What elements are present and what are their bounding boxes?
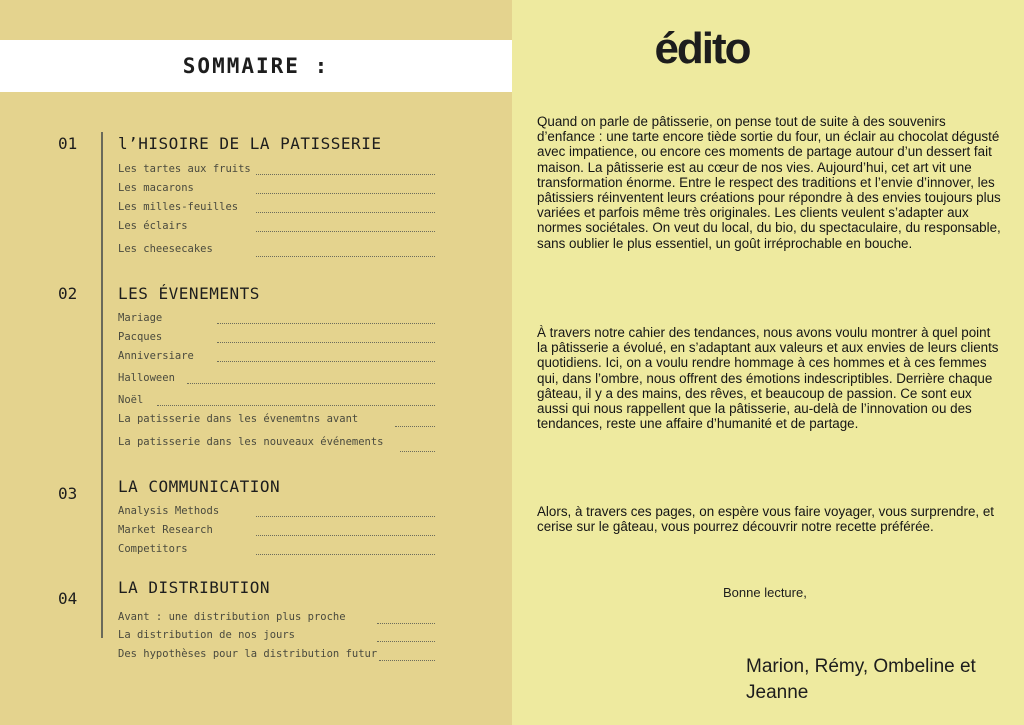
leader-dots: [256, 231, 435, 232]
toc-item[interactable]: La distribution de nos jours: [118, 629, 296, 641]
section-number: 04: [58, 589, 78, 608]
toc-item[interactable]: Pacques: [118, 331, 163, 343]
leader-dots: [400, 451, 435, 452]
leader-dots: [187, 383, 435, 384]
toc-item[interactable]: Halloween: [118, 372, 175, 384]
section-number: 02: [58, 284, 78, 303]
leader-dots: [217, 342, 435, 343]
leader-dots: [379, 660, 435, 661]
leader-dots: [377, 641, 435, 642]
closing-text: Bonne lecture,: [723, 585, 807, 600]
edito-title: édito: [654, 24, 750, 73]
leader-dots: [217, 323, 435, 324]
toc-item[interactable]: Analysis Methods: [118, 505, 220, 517]
leader-dots: [256, 535, 435, 536]
leader-dots: [256, 554, 435, 555]
toc-item[interactable]: Noël: [118, 394, 144, 406]
signature: Marion, Rémy, Ombeline et Jeanne: [746, 656, 976, 703]
toc-item[interactable]: Les éclairs: [118, 220, 188, 232]
leader-dots: [157, 405, 435, 406]
leader-dots: [256, 174, 435, 175]
toc-item[interactable]: Competitors: [118, 543, 188, 555]
toc-item[interactable]: Mariage: [118, 312, 163, 324]
leader-dots: [395, 426, 435, 427]
section-title[interactable]: LA DISTRIBUTION: [118, 578, 270, 597]
toc-item[interactable]: Les cheesecakes: [118, 243, 213, 255]
vertical-divider: [101, 132, 103, 638]
toc-item[interactable]: Les macarons: [118, 182, 194, 194]
leader-dots: [256, 256, 435, 257]
sommaire-title: SOMMAIRE :: [182, 54, 330, 78]
edito-paragraph-2: À travers notre cahier des tendances, nous avons voulu montrer à quel point la pâtisserie a évolué, en s’adaptant aux valeurs et aux envies de leurs clients quotidiens. Ici, on a voulu rendre hommage à ces hommes et à ces femmes qui, dans l’ombre, nous offrent des émotions indescriptibles. Derrière chaque gâteau, il y a des mains, des rêves, et beaucoup de passion. Ce sont eux aussi qui nous rappellent que la pâtisserie, au-delà de l’innovation ou des tendances, reste une affaire d’humanité et de partage.: [537, 325, 999, 432]
toc-item[interactable]: Avant : une distribution plus proche: [118, 611, 346, 623]
edito-paragraph-1: Quand on parle de pâtisserie, on pense tout de suite à des souvenirs d’enfance : une tarte encore tiède sortie du four, un éclair au chocolat dégusté avec impatience, ou encore ces moments de partage autour d’un dessert fait maison. La pâtisserie est au cœur de nos vies. Aujourd’hui, cet art vit une transformation énorme. Entre le respect des traditions et l’envie d’innover, les pâtissiers réinventent leurs créations pour répondre à des envies toujours plus variées et parfois même très originales. Les clients veulent s’adapter aux normes sociétales. On veut du local, du bio, du spectaculaire, du responsable, sans oublier le plus essentiel, un goût irréprochable en bouche.: [537, 114, 1001, 251]
section-title[interactable]: LES ÉVENEMENTS: [118, 284, 260, 303]
leader-dots: [256, 212, 435, 213]
section-number: 03: [58, 484, 78, 503]
section-number: 01: [58, 134, 78, 153]
leader-dots: [256, 516, 435, 517]
toc-item[interactable]: La patisserie dans les évenemtns avant: [118, 413, 359, 425]
leader-dots: [217, 361, 435, 362]
leader-dots: [377, 623, 435, 624]
toc-item[interactable]: Les tartes aux fruits: [118, 163, 251, 175]
sommaire-header: [0, 40, 512, 92]
toc-item[interactable]: La patisserie dans les nouveaux événements: [118, 436, 384, 448]
edito-paragraph-3: Alors, à travers ces pages, on espère vous faire voyager, vous surprendre, et cerise sur le gâteau, vous pourrez découvrir notre recette préférée.: [537, 504, 995, 535]
toc-item[interactable]: Market Research: [118, 524, 213, 536]
leader-dots: [256, 193, 435, 194]
toc-item[interactable]: Les milles-feuilles: [118, 201, 239, 213]
toc-item[interactable]: Des hypothèses pour la distribution futur: [118, 648, 378, 660]
section-title[interactable]: l’HISOIRE DE LA PATISSERIE: [118, 134, 382, 153]
section-title[interactable]: LA COMMUNICATION: [118, 477, 281, 496]
toc-item[interactable]: Anniversiare: [118, 350, 194, 362]
